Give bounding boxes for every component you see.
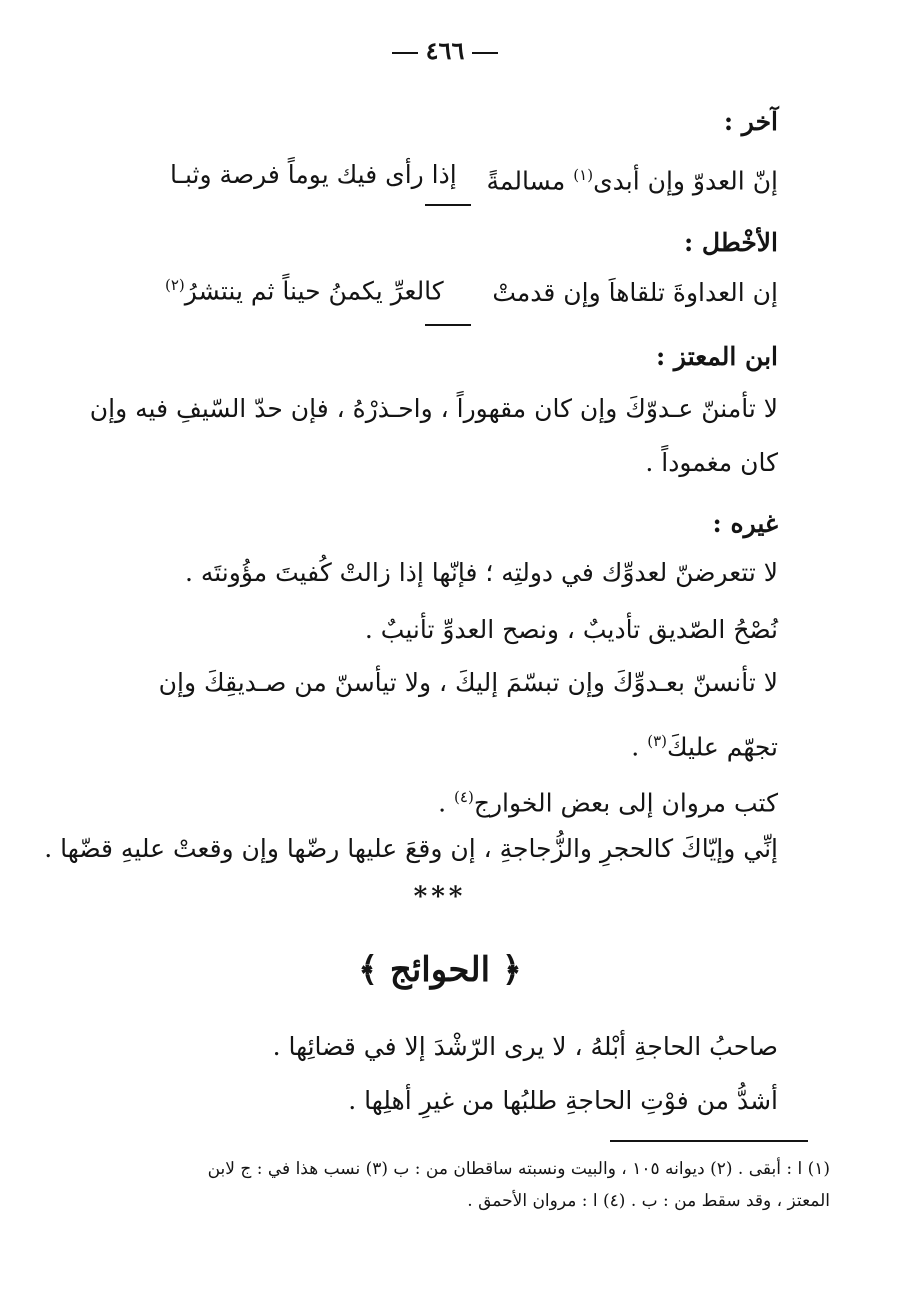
footnote-ref-3: (٣) (647, 732, 667, 750)
para1-line1: لا تأمننّ عـدوّكَ وإن كان مقهوراً ، واحـذرْهُ ، فإن حدّ السّيفِ فيه وإن (89, 394, 778, 423)
footnote-ref-1: (١) (573, 166, 594, 184)
footnote-ref-4: (٤) (454, 788, 474, 806)
verse1-second-hemistich: إذا رأى فيك يوماً فرصة وثبـا (170, 160, 457, 189)
label-akhtal: الأخْطل : (683, 228, 778, 257)
para1-line2: كان مغموداً . (645, 448, 778, 477)
page-number: ٤٦٦ (425, 36, 465, 65)
verse2-separator (425, 324, 471, 326)
footnote-ref-2: (٢) (165, 276, 185, 294)
para2: لا تتعرضنّ لعدوِّك في دولتِه ؛ فإنّها إذا زالتْ كُفيتَ مؤُونتَه . (184, 558, 778, 587)
verse2-second-hemistich (165, 268, 444, 308)
dash-right (472, 52, 498, 54)
footnote-line1: (١) ا : أبقى . (٢) ديوانه ١٠٥ ، والبيت ونسبته ساقطان من : ب (٣) نسب هذا في : ج لابن (207, 1159, 830, 1179)
marwan-line1 (438, 780, 778, 820)
verse1-right-text-2: مسالمةً (486, 166, 566, 196)
label-ibn-almutazz: ابن المعتز : (656, 342, 778, 371)
footnote-rule (610, 1140, 808, 1142)
section-heading: ﴿ الحوائج ﴾ (358, 950, 522, 990)
marwan-line1-text: كتب مروان إلى بعض الخوارج (473, 788, 778, 818)
para4-line1: لا تأنسنّ بعـدوِّكَ وإن تبسّمَ إليكَ ، ولا تيأسنّ من صـديقِكَ وإن (158, 668, 778, 697)
para3: نُصْحُ الصّديق تأديبٌ ، ونصح العدوِّ تأنيبٌ . (364, 615, 778, 644)
verse1-separator (425, 204, 471, 206)
marwan-line2: إنِّي وإيّاكَ كالحجرِ والزُّجاجةِ ، إن وقعَ عليها رضّها وإن وقعتْ عليهِ قضّها . (44, 834, 778, 863)
footnote-line2: المعتز ، وقد سقط من : ب . (٤) ا : مروان الأحمق . (467, 1191, 830, 1211)
verse2-left-text: كالعرِّ يكمنُ حيناً ثم ينتشرُ (184, 276, 444, 306)
para4-line2-text: تجهّم عليكَ (666, 732, 778, 762)
para4-line2 (631, 724, 778, 764)
verse1-first-hemistich (487, 158, 778, 198)
section-stars: *** (413, 882, 467, 912)
verse1-right-text: إنّ العدوّ وإن أبدى (593, 166, 778, 196)
marwan-period: . (438, 788, 447, 818)
page-number-line (0, 34, 890, 68)
para6: أشدُّ من فوْتِ الحاجةِ طلبُها من غيرِ أهلِها . (348, 1086, 778, 1115)
dash-left (392, 52, 418, 54)
para5: صاحبُ الحاجةِ أبْلهُ ، لا يرى الرّشْدَ إلا في قضائِها . (272, 1032, 778, 1061)
label-ghayruh: غيره : (712, 509, 778, 538)
label-akhar: آخر : (723, 107, 778, 136)
verse2-first-hemistich: إن العداوةَ تلقاهاَ وإن قدمتْ (492, 278, 778, 307)
para4-period: . (631, 732, 640, 762)
